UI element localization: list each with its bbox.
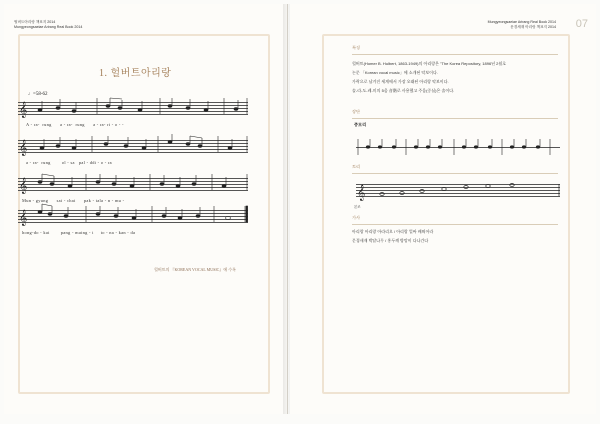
right-header-line1: Mungyeongsaeiae Arirang Real Book 2014 — [487, 20, 556, 24]
section-lyrics-label: 가사 — [352, 215, 361, 220]
lyric-row-2: a - ra- rung ol - sa pal - ddi - o - ra — [26, 160, 112, 165]
staff-2-notes — [18, 136, 248, 156]
source-credit: 헐버트의 『KOREAN VOCAL MUSIC』에 수록 — [154, 267, 236, 272]
section-feature-rule — [352, 54, 558, 55]
lyric-row-4: hong-do - kai pang - maing - i to - na - kan - da — [22, 230, 136, 235]
tone-caption: 본조 — [354, 205, 361, 209]
section-tone-label: 토리 — [352, 164, 361, 169]
feature-line-2: 논문 「Korean vocal music」에 소개된 악보이다. — [352, 70, 438, 75]
svg-text:𝄞: 𝄞 — [19, 210, 28, 226]
feature-line-4: 솔-라-도-레-미의 5음 音階로 사용했고 주음(중심)은 솔이다. — [352, 88, 455, 93]
lyric-row-3: Mun - gyung sai - chai pak - tala - n - mu - — [22, 198, 125, 203]
lyric-line-1: 아리랑 아리랑 아라리오 / 아리랑 얼싸 배띄어라 — [352, 229, 434, 234]
staff-line-2 — [18, 140, 248, 154]
right-page — [290, 4, 596, 414]
lyric-row-1: A - ra- rung a - ra- rung a - ra- ri - o - - — [26, 122, 124, 127]
section-tone-rule — [352, 173, 558, 174]
left-page — [4, 4, 288, 414]
section-feature-label: 특징 — [352, 45, 361, 50]
page-number: 07 — [575, 18, 588, 30]
tone-staff — [356, 184, 560, 201]
staff-line-3 — [18, 178, 248, 192]
svg-text:𝄞: 𝄞 — [19, 178, 28, 194]
section-lyrics-rule — [352, 224, 558, 225]
right-header — [488, 20, 556, 30]
song-title: 1. 헐버트아리랑 — [99, 68, 172, 79]
left-header-line2: Mungyeongsaeiae Arirang Real Book 2014 — [14, 25, 83, 29]
rhythm-staff — [356, 142, 560, 154]
left-header-line1: 헐버트아리랑 책표지 2014 — [14, 20, 56, 24]
right-header-line2: 문경새재 아리랑 책표지 2014 — [510, 25, 556, 29]
rhythm-notes — [356, 139, 560, 159]
svg-text:𝄞: 𝄞 — [357, 185, 366, 201]
staff-3-notes — [18, 174, 248, 194]
svg-text:𝄞: 𝄞 — [19, 140, 28, 156]
feature-line-3: 가락으로 남겨진 세계에서 가장 오래된 아리랑 악보이다. — [352, 79, 449, 84]
feature-line-1: 헐버트(Homer B. Hulbert, 1863-1949)의 아리랑은 "The Korea Repository, 1896년 2월호 — [352, 61, 507, 66]
rhythm-name: 중모리 — [354, 122, 367, 127]
lyric-line-2: 문경새재 박달나무 / 홍두깨 방망이 다나간다 — [352, 238, 429, 243]
tone-scale-notes — [356, 181, 560, 201]
section-rhythm-rule — [352, 118, 558, 119]
svg-text:𝄞: 𝄞 — [19, 102, 28, 118]
staff-4-notes — [18, 206, 248, 226]
left-header — [14, 20, 82, 30]
staff-line-1 — [18, 102, 248, 116]
tempo-marking: ♩=58-62 — [28, 92, 48, 97]
tempo-value: =58-62 — [33, 92, 48, 97]
staff-1-notes — [18, 98, 248, 118]
staff-line-4 — [18, 210, 248, 224]
section-rhythm-label: 장단 — [352, 109, 361, 114]
